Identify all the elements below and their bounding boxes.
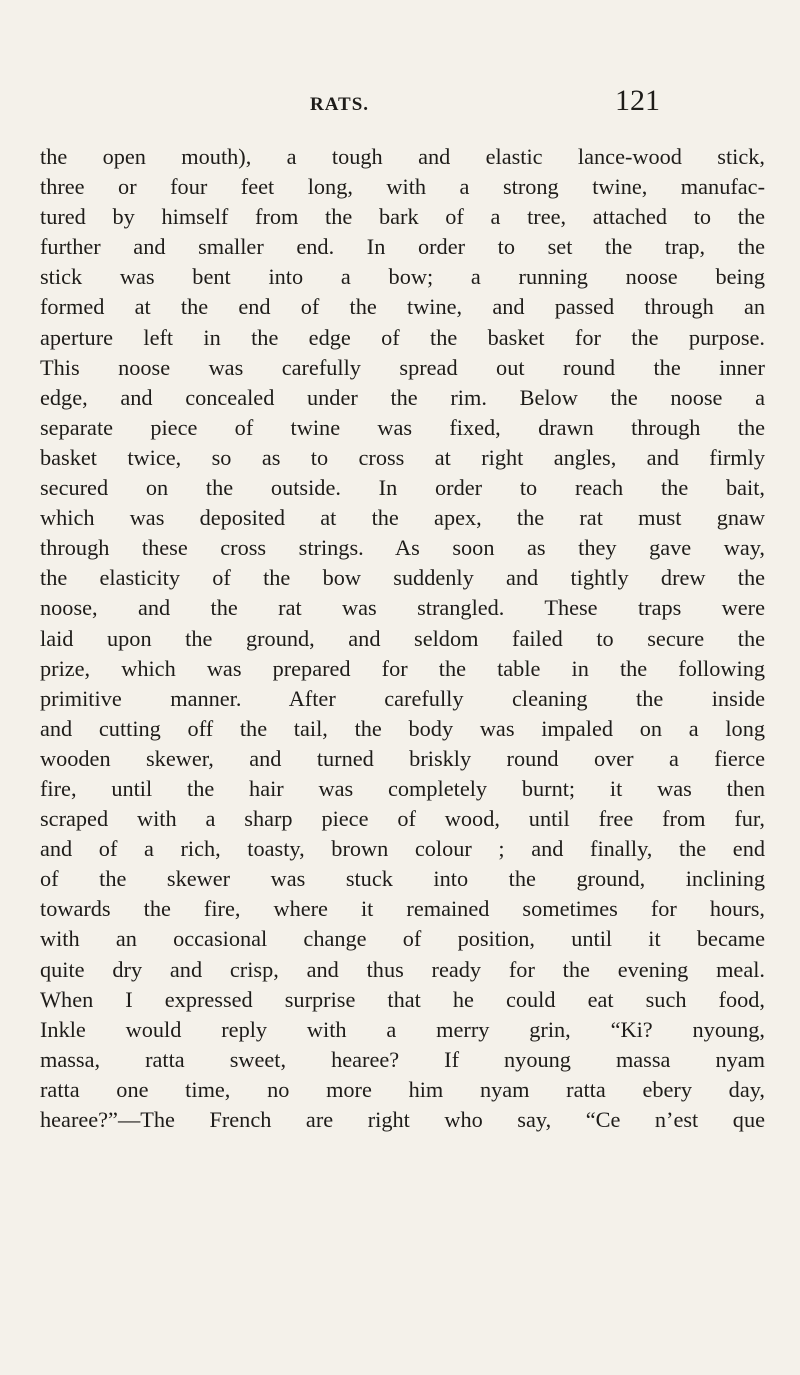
text-line: prize, which was prepared for the table in the following bbox=[40, 655, 765, 681]
text-line: further and smaller end. In order to set the trap, the bbox=[40, 234, 765, 260]
text-line: tured by himself from the bark of a tree, attached to the bbox=[40, 204, 765, 230]
text-line: fire, until the hair was completely burnt; it was then bbox=[40, 775, 765, 801]
text-line: separate piece of twine was fixed, drawn through the bbox=[40, 414, 765, 440]
body-text bbox=[40, 142, 765, 1135]
text-line: quite dry and crisp, and thus ready for the evening meal. bbox=[40, 956, 765, 982]
text-line: noose, and the rat was strangled. These traps were bbox=[40, 595, 765, 621]
text-line: edge, and concealed under the rim. Below the noose a bbox=[40, 384, 765, 410]
text-line: with an occasional change of position, until it became bbox=[40, 926, 765, 952]
text-line: and of a rich, toasty, brown colour ; and finally, the end bbox=[40, 836, 765, 862]
text-line: the elasticity of the bow suddenly and tightly drew the bbox=[40, 565, 765, 591]
text-line: primitive manner. After carefully cleaning the inside bbox=[40, 685, 765, 711]
text-line: scraped with a sharp piece of wood, until free from fur, bbox=[40, 806, 765, 832]
text-line: and cutting off the tail, the body was impaled on a long bbox=[40, 715, 765, 741]
text-line: massa, ratta sweet, hearee? If nyoung massa nyam bbox=[40, 1046, 765, 1072]
text-line: which was deposited at the apex, the rat must gnaw bbox=[40, 505, 765, 531]
text-line: hearee?”—The French are right who say, “Ce n’est que bbox=[40, 1107, 765, 1132]
text-line: secured on the outside. In order to reach the bait, bbox=[40, 475, 765, 501]
text-line: through these cross strings. As soon as they gave way, bbox=[40, 535, 765, 561]
text-line: towards the fire, where it remained sometimes for hours, bbox=[40, 896, 765, 922]
text-line: laid upon the ground, and seldom failed to secure the bbox=[40, 625, 765, 651]
text-line: aperture left in the edge of the basket for the purpose. bbox=[40, 324, 765, 350]
running-head: RATS. bbox=[310, 94, 370, 115]
text-line: of the skewer was stuck into the ground, inclining bbox=[40, 866, 765, 892]
text-line: This noose was carefully spread out round the inner bbox=[40, 354, 765, 380]
text-line: stick was bent into a bow; a running noose being bbox=[40, 264, 765, 290]
page-number: 121 bbox=[615, 84, 660, 117]
text-line: ratta one time, no more him nyam ratta ebery day, bbox=[40, 1076, 765, 1102]
text-line: Inkle would reply with a merry grin, “Ki? nyoung, bbox=[40, 1016, 765, 1042]
text-line: formed at the end of the twine, and passed through an bbox=[40, 294, 765, 320]
text-line: the open mouth), a tough and elastic lance-wood stick, bbox=[40, 144, 765, 169]
text-line: When I expressed surprise that he could eat such food, bbox=[40, 986, 765, 1012]
text-line: wooden skewer, and turned briskly round over a fierce bbox=[40, 745, 765, 771]
page-header bbox=[310, 84, 660, 124]
text-line: basket twice, so as to cross at right angles, and firmly bbox=[40, 444, 765, 470]
text-line: three or four feet long, with a strong twine, manufac- bbox=[40, 174, 765, 200]
